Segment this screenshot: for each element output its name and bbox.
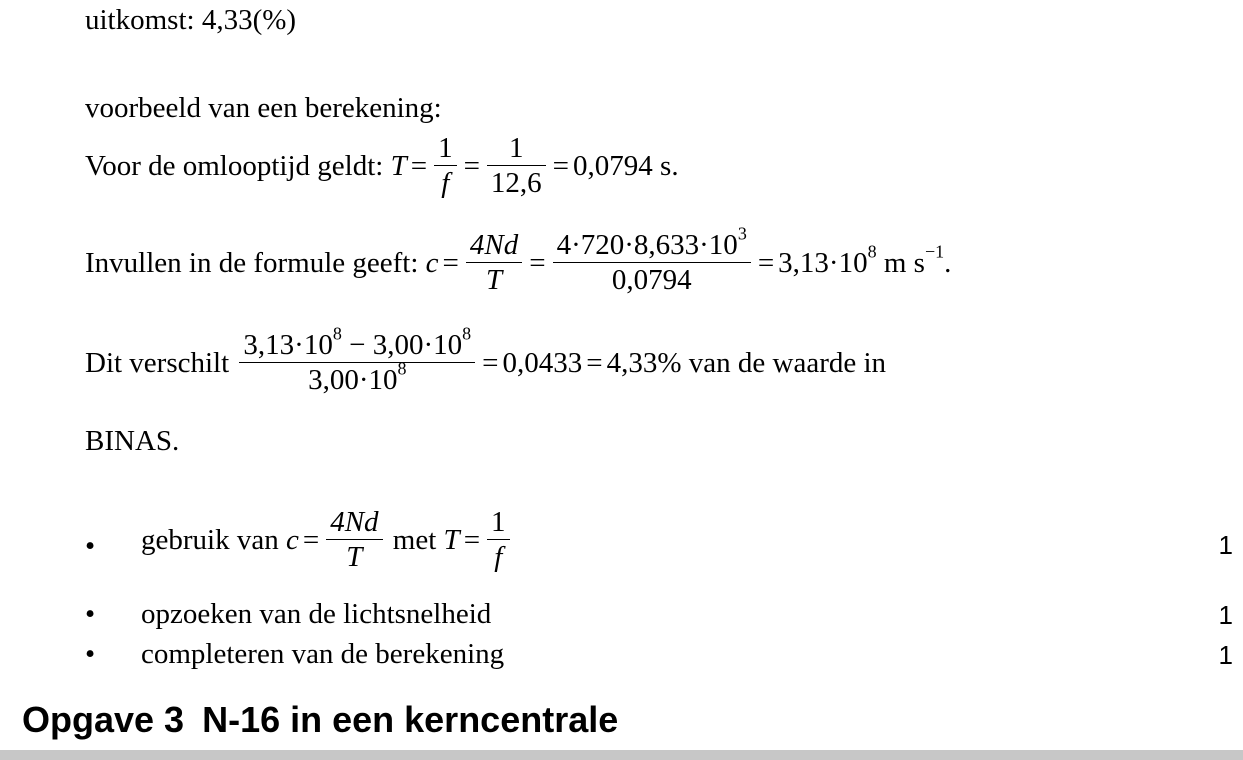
- difference-text: Dit verschilt: [85, 347, 230, 380]
- formula-result: $3,13\cdot 10^8$: [778, 241, 877, 280]
- fraction-substituted: $\frac{4\cdot 720\cdot 8,633\cdot 10^3}{0,0794}$: [553, 230, 751, 298]
- scoring-item-1: gebruik van c = $\frac{4Nd}{T}$ met T = $\frac{1}{f}$: [141, 507, 513, 575]
- period-result: 0,0794 s.: [573, 150, 679, 183]
- section-number: Opgave 3: [22, 699, 185, 740]
- points: 1: [1218, 530, 1233, 560]
- formula-equation: Invullen in de formule geeft: c = $\frac{4Nd}{T}$ = $\frac{4\cdot 720\cdot 8,633\cdot 10^3}{0,0794}$ = $3,13\cdot 10^8$ m $s^{-1}$.: [85, 223, 952, 296]
- bullet: •: [85, 598, 96, 630]
- difference-continuation: BINAS.: [85, 425, 180, 457]
- result-unit: (%): [252, 4, 297, 36]
- difference-equation: Dit verschilt $\frac{3,13\cdot 10^8 - 3,00\cdot 10^8}{3,00\cdot 10^8}$ = 0,0433 = 4,33% van de waarde in: [85, 323, 887, 396]
- section-title: N-16 in een kerncentrale: [202, 699, 619, 740]
- formula-unit: m $s^{-1}$.: [883, 241, 952, 280]
- result-line: [85, 4, 296, 37]
- period-equation: Voor de omlooptijd geldt: T = $\frac{1}{f}$ = $\frac{1}{12,6}$ = 0,0794 s.: [85, 132, 679, 199]
- footer-bar: [0, 750, 1243, 760]
- points: 1: [1218, 640, 1233, 670]
- scoring-item-2: opzoeken van de lichtsnelheid: [141, 598, 492, 630]
- fraction-1-over-freq: $\frac{1}{12,6}$: [487, 133, 546, 201]
- fraction-difference: $\frac{3,13\cdot 10^8 - 3,00\cdot 10^8}{3,00\cdot 10^8}$: [239, 330, 475, 398]
- fraction-4Nd-over-T: $\frac{4Nd}{T}$: [466, 230, 522, 298]
- example-intro: voorbeeld van een berekening:: [85, 92, 442, 124]
- fraction-1-over-f: $\frac{1}{f}$: [487, 507, 510, 575]
- fraction-4Nd-over-T: $\frac{4Nd}{T}$: [326, 507, 382, 575]
- scoring-item-3: completeren van de berekening: [141, 638, 505, 670]
- bullet: •: [85, 530, 96, 562]
- period-text: Voor de omlooptijd geldt:: [85, 150, 384, 183]
- formula-text: Invullen in de formule geeft:: [85, 247, 419, 280]
- period-var: T: [390, 150, 407, 183]
- section-heading: [22, 699, 618, 741]
- fraction-1-over-f: $\frac{1}{f}$: [434, 133, 457, 201]
- bullet: •: [85, 638, 96, 670]
- points: 1: [1218, 600, 1233, 630]
- result-label: uitkomst:: [85, 4, 195, 36]
- result-value: 4,33: [201, 4, 253, 36]
